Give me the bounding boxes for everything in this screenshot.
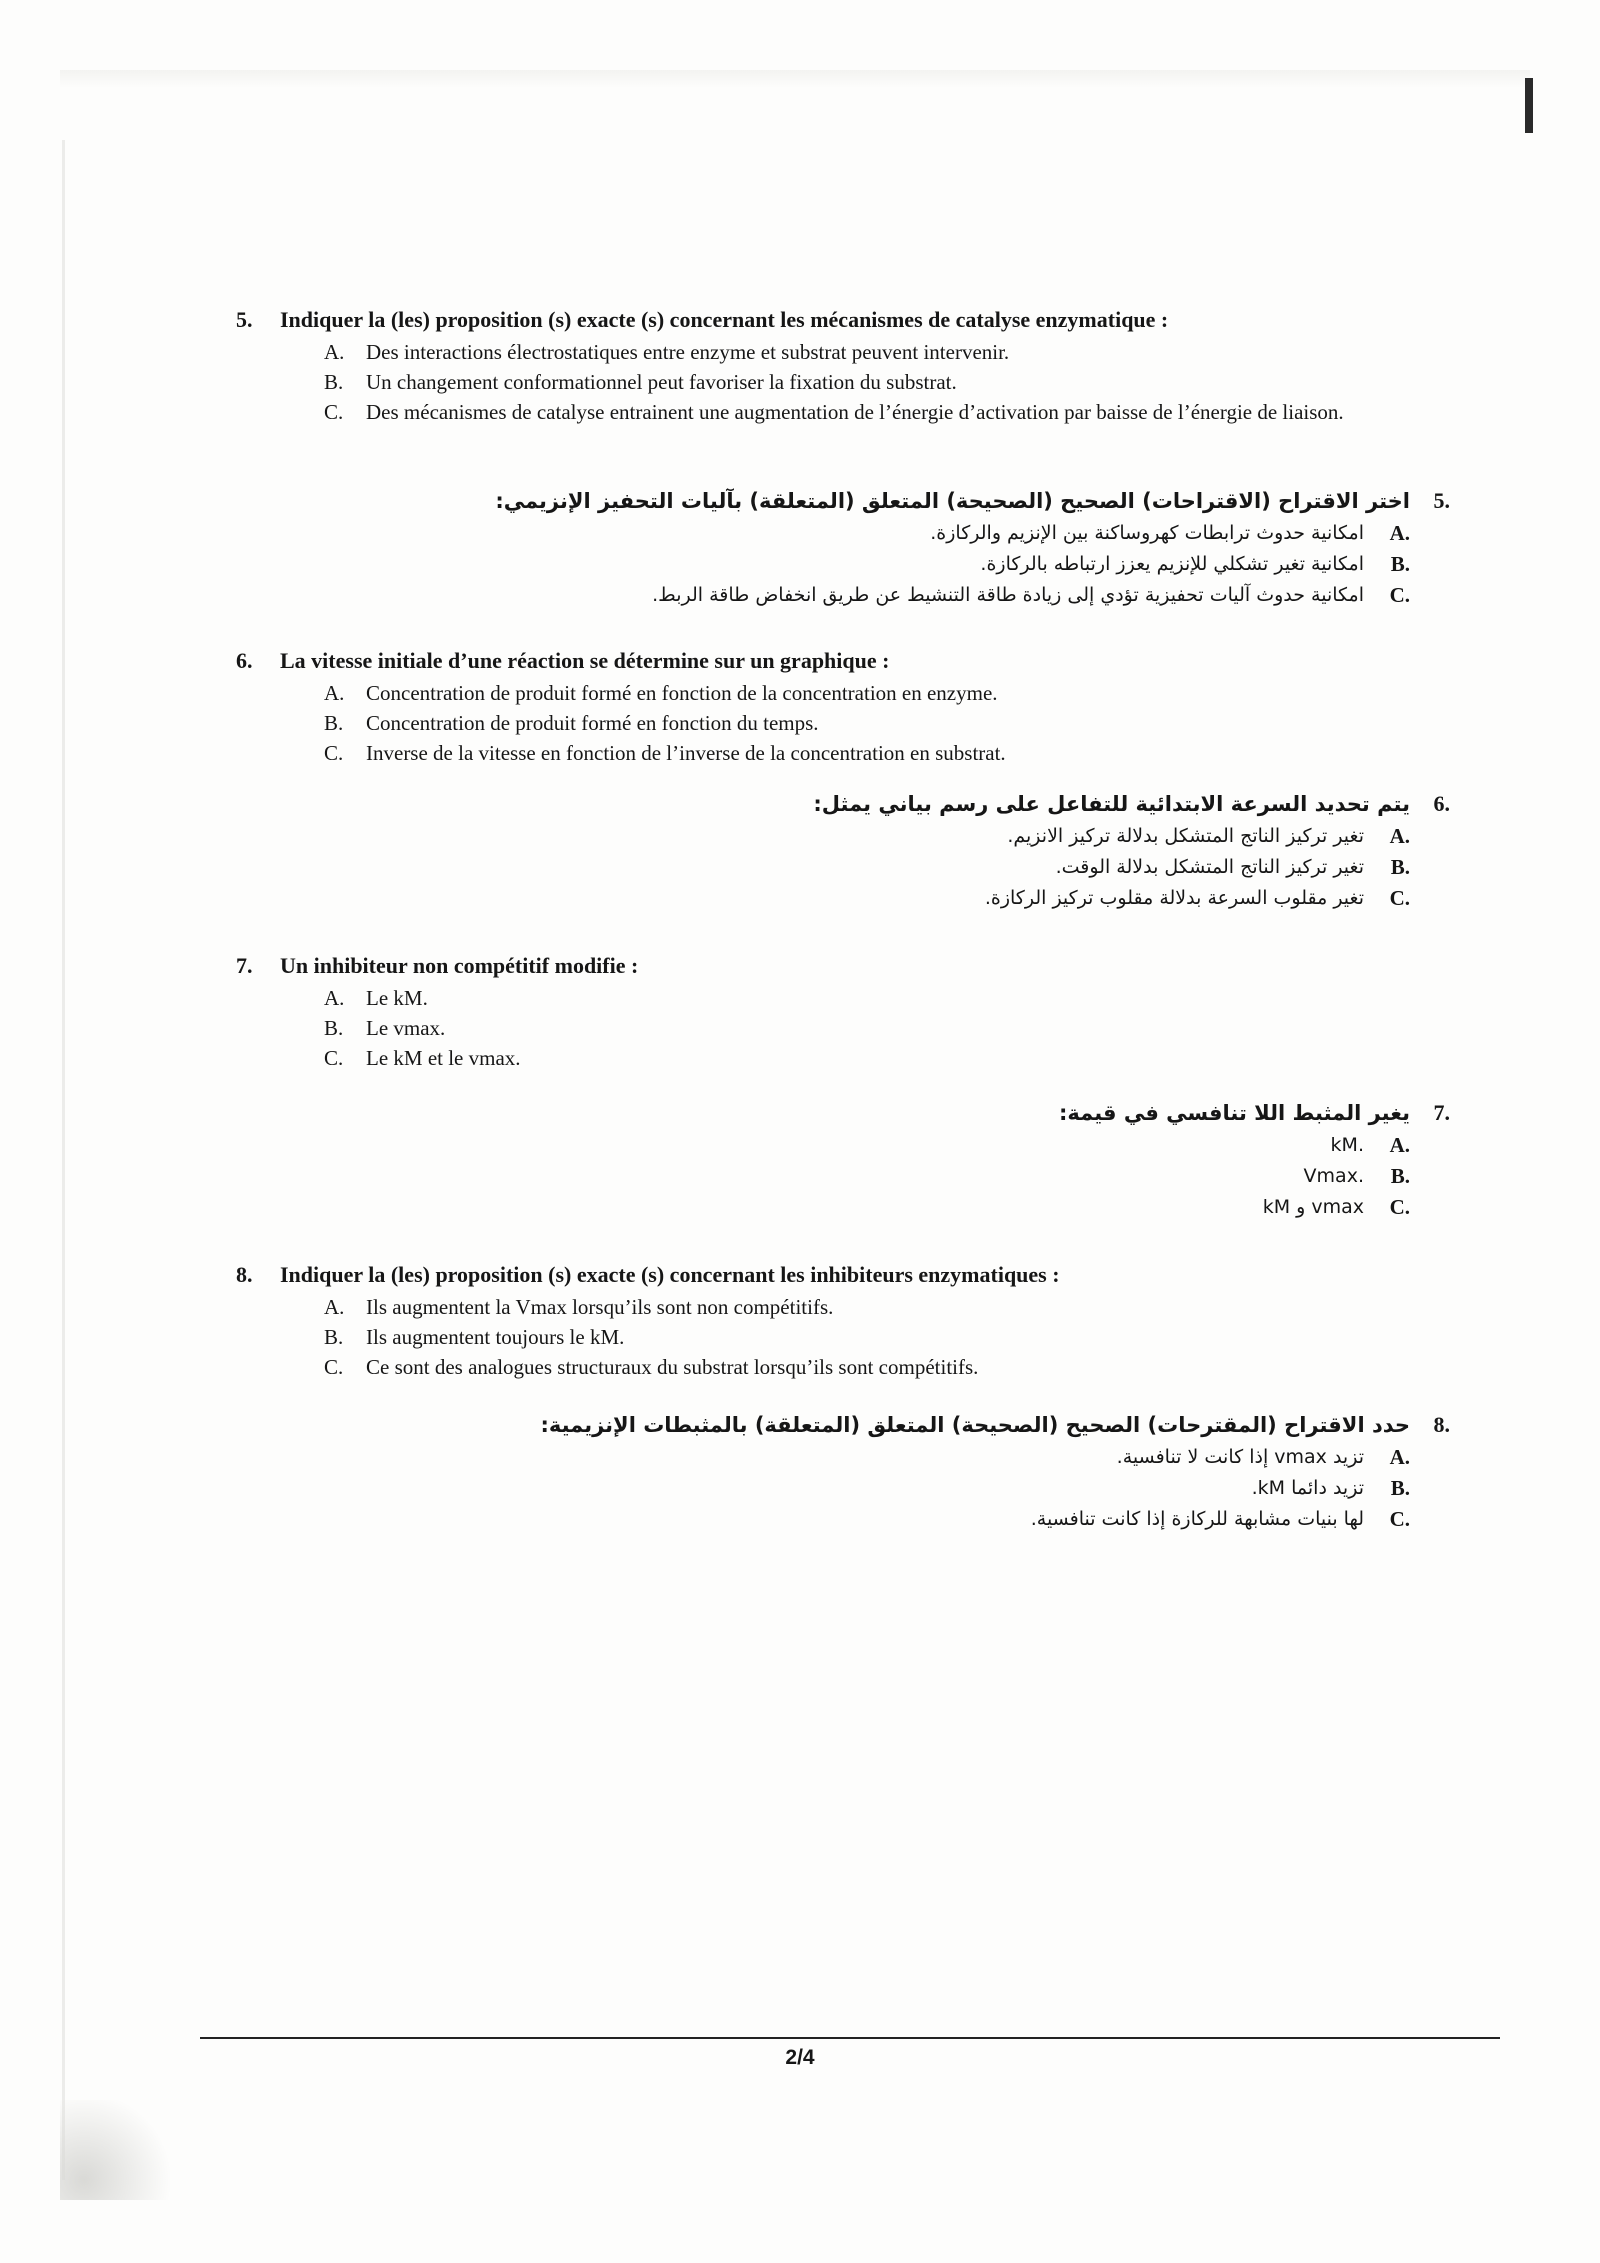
option-b: B. Un changement conformationnel peut favoriser la fixation du substrat. <box>324 370 957 394</box>
footer-divider <box>200 2037 1500 2039</box>
option-c: C. Des mécanismes de catalyse entrainent une augmentation de l’énergie d’activation par baisse de l’énergie de liaison. <box>324 400 1344 424</box>
question-title: Un inhibiteur non compétitif modifie : <box>280 953 639 978</box>
question-number: .5 <box>1433 488 1450 513</box>
question-number: .7 <box>1433 1100 1450 1125</box>
question-number: 5. <box>236 307 253 332</box>
scan-edge-left <box>62 140 65 2180</box>
question-title: اختر الاقتراح (الاقتراحات) الصحيح (الصحيحة) المتعلق (المتعلقة) بآليات التحفيز الإنزيمي: <box>495 489 1410 513</box>
option-c: .C امكانية حدوث آليات تحفيزية تؤدي إلى زيادة طاقة التنشيط عن طريق انخفاض طاقة الربط. <box>652 583 1410 607</box>
option-a: .A تزيد vmax إذا كانت لا تنافسية. <box>1116 1445 1410 1469</box>
option-list <box>470 1442 1450 1535</box>
option-c: .C vmax و kM <box>1262 1195 1410 1219</box>
option-list <box>324 1292 1466 1382</box>
question-7-ar <box>470 1100 1450 1223</box>
question-title: حدد الاقتراح (المقترحات) الصحيح (الصحيحة) المتعلق (المتعلقة) بالمثبطات الإنزيمية: <box>540 1413 1410 1437</box>
option-a: A. Concentration de produit formé en fonction de la concentration en enzyme. <box>324 681 998 705</box>
question-title: Indiquer la (les) proposition (s) exacte (s) concernant les mécanismes de catalyse enzymatique : <box>280 307 1169 332</box>
question-number: .8 <box>1433 1412 1450 1437</box>
option-a: .A .kM <box>1330 1133 1410 1157</box>
page-number: 2/4 <box>785 2046 815 2069</box>
option-a: .A امكانية حدوث ترابطات كهروساكنة بين الإنزيم والركازة. <box>930 521 1410 545</box>
option-list <box>324 678 1466 768</box>
scan-edge-top <box>60 70 1530 88</box>
option-c: C. Le kM et le vmax. <box>324 1046 521 1070</box>
option-a: A. Ils augmentent la Vmax lorsqu’ils sont non compétitifs. <box>324 1295 834 1319</box>
option-a: .A تغير تركيز الناتج المتشكل بدلالة تركيز الانزيم. <box>1007 824 1410 848</box>
question-5-fr <box>236 307 1466 427</box>
option-c: C. Ce sont des analogues structuraux du substrat lorsqu’ils sont compétitifs. <box>324 1355 979 1379</box>
question-number: 6. <box>236 648 253 673</box>
option-b: .B تزيد دائما kM. <box>1251 1476 1410 1500</box>
option-b: B. Le vmax. <box>324 1016 446 1040</box>
question-6-ar <box>470 791 1450 914</box>
option-b: .B .Vmax <box>1303 1164 1410 1188</box>
option-list <box>470 518 1450 611</box>
option-a: A. Des interactions électrostatiques entre enzyme et substrat peuvent intervenir. <box>324 340 1010 364</box>
question-title: Indiquer la (les) proposition (s) exacte (s) concernant les inhibiteurs enzymatiques : <box>280 1262 1060 1287</box>
scan-mark <box>1525 78 1533 133</box>
question-number: .6 <box>1433 791 1450 816</box>
option-c: .C لها بنيات مشابهة للركازة إذا كانت تنافسية. <box>1030 1507 1410 1531</box>
option-list <box>470 1130 1450 1223</box>
option-b: B. Concentration de produit formé en fonction du temps. <box>324 711 819 735</box>
option-c: C. Inverse de la vitesse en fonction de l’inverse de la concentration en substrat. <box>324 741 1006 765</box>
question-8-ar <box>470 1412 1450 1535</box>
option-list <box>324 337 1466 427</box>
question-7-fr <box>236 953 1466 1073</box>
option-a: A. Le kM. <box>324 986 428 1010</box>
question-title: La vitesse initiale d’une réaction se détermine sur un graphique : <box>280 648 890 673</box>
option-b: B. Ils augmentent toujours le kM. <box>324 1325 625 1349</box>
option-c: .C تغير مقلوب السرعة بدلالة مقلوب تركيز الركازة. <box>984 886 1410 910</box>
question-number: 8. <box>236 1262 253 1287</box>
question-title: يتم تحديد السرعة الابتدائية للتفاعل على رسم بياني يمثل: <box>813 792 1410 816</box>
question-5-ar <box>470 488 1450 611</box>
scan-corner-shadow <box>60 2100 180 2200</box>
option-b: .B تغير تركيز الناتج المتشكل بدلالة الوقت. <box>1055 855 1410 879</box>
option-list <box>324 983 1466 1073</box>
question-8-fr <box>236 1262 1466 1382</box>
question-title: يغير المثبط اللا تنافسي في قيمة: <box>1059 1101 1410 1125</box>
question-6-fr <box>236 648 1466 768</box>
option-b: .B امكانية تغير تشكلي للإنزيم يعزز ارتباطه بالركازة. <box>980 552 1410 576</box>
question-number: 7. <box>236 953 253 978</box>
option-list <box>470 821 1450 914</box>
